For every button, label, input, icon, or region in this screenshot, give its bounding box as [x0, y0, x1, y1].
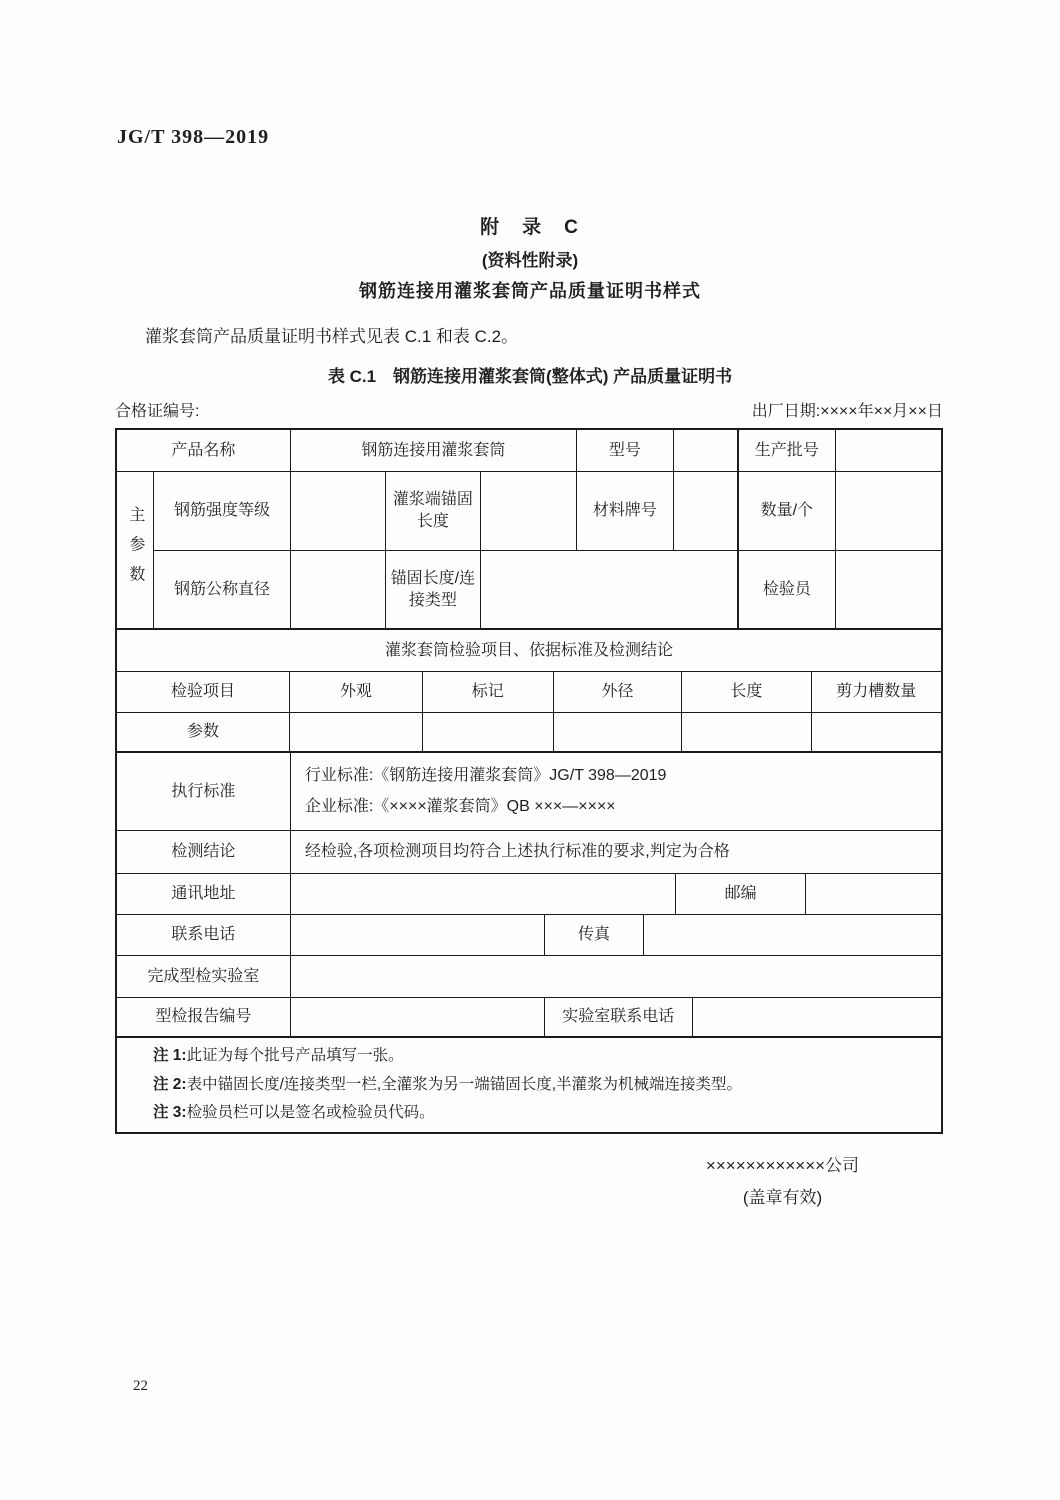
note-3-text: 检验员栏可以是签名或检验员代码。 [186, 1104, 435, 1122]
inspector-label: 检验员 [739, 551, 835, 628]
table-row [117, 874, 941, 915]
model-value-blank [674, 430, 739, 471]
param-blank-2 [423, 713, 554, 751]
phone-label: 联系电话 [117, 915, 291, 955]
appendix-heading: 钢筋连接用灌浆套筒产品质量证明书样式 [359, 281, 701, 301]
standard-code: JG/T 398—2019 [117, 126, 270, 148]
batch-value-blank [836, 430, 942, 471]
notes-cell [117, 1038, 941, 1132]
type-test-lab-blank [291, 956, 941, 997]
conclusion-value: 经检验,各项检测项目均符合上述执行标准的要求,判定为合格 [304, 843, 730, 861]
product-name-label: 产品名称 [117, 430, 291, 471]
batch-label: 生产批号 [739, 430, 835, 471]
company-name: ××××××××××××公司 [705, 1156, 860, 1175]
table-row [117, 672, 941, 713]
table-subrow [154, 472, 941, 551]
table-row [117, 1038, 941, 1132]
grout-anchor-blank [481, 472, 577, 550]
items-header-4: 长度 [682, 672, 811, 712]
param-blank-4 [682, 713, 811, 751]
table-subrow [154, 551, 941, 628]
items-header-3: 外径 [554, 672, 683, 712]
table-row [117, 472, 941, 630]
conclusion-label: 检测结论 [117, 831, 291, 873]
page-number: 22 [133, 1378, 148, 1394]
seal-note: (盖章有效) [742, 1188, 823, 1207]
main-params-label [117, 472, 154, 628]
quantity-label: 数量/个 [739, 472, 835, 550]
quantity-blank [836, 472, 941, 550]
note-2-text: 表中锚固长度/连接类型一栏,全灌浆为另一端锚固长度,半灌浆为机械端连接类型。 [186, 1075, 743, 1093]
address-label: 通讯地址 [117, 874, 291, 914]
factory-date-label: 出厂日期:××××年××月××日 [751, 403, 943, 420]
table-caption: 表 C.1 钢筋连接用灌浆套筒(整体式) 产品质量证明书 [327, 367, 733, 386]
material-grade-blank [674, 472, 739, 550]
items-header-2: 标记 [423, 672, 554, 712]
note-1-prefix: 注 1: [153, 1046, 187, 1064]
param-blank-1 [290, 713, 423, 751]
inspection-section-title: 灌浆套筒检验项目、依据标准及检测结论 [384, 641, 673, 659]
table-row [117, 915, 941, 956]
lab-phone-blank [693, 998, 941, 1036]
report-no-label: 型检报告编号 [117, 998, 291, 1036]
note-1 [153, 1046, 404, 1067]
postcode-label: 邮编 [676, 874, 805, 914]
certificate-table [115, 428, 943, 1134]
industry-standard-line: 行业标准:《钢筋连接用灌浆套筒》JG/T 398—2019 [304, 767, 667, 785]
table-row [117, 956, 941, 998]
table-row [117, 831, 941, 874]
appendix-subtitle: (资料性附录) [481, 251, 579, 270]
main-params-grid [154, 472, 941, 628]
main-params-vertical-text: 主参数 [126, 505, 144, 595]
anchor-type-blank [481, 551, 739, 628]
items-header-1: 外观 [290, 672, 423, 712]
strength-grade-blank [291, 472, 386, 550]
items-header-5: 剪力槽数量 [836, 683, 917, 701]
table-row [117, 630, 941, 672]
standard-value [291, 753, 941, 830]
appendix-title: 附 录 C [480, 217, 580, 238]
table-row [117, 430, 941, 472]
anchor-type-label: 锚固长度/连接类型 [386, 551, 482, 628]
type-test-lab-label: 完成型检实验室 [117, 956, 291, 997]
strength-grade-label: 钢筋强度等级 [154, 472, 291, 550]
lab-phone-label: 实验室联系电话 [545, 998, 693, 1036]
product-name-value: 钢筋连接用灌浆套筒 [291, 430, 577, 471]
table-row [117, 753, 941, 831]
items-header-0: 检验项目 [117, 672, 290, 712]
fax-label: 传真 [545, 915, 645, 955]
note-3 [153, 1103, 435, 1124]
nominal-diameter-label: 钢筋公称直径 [154, 551, 291, 628]
grout-anchor-label: 灌浆端锚固长度 [386, 472, 482, 550]
note-3-prefix: 注 3: [153, 1104, 187, 1122]
note-2 [153, 1075, 742, 1096]
material-grade-label: 材料牌号 [577, 472, 674, 550]
enterprise-standard-line: 企业标准:《××××灌浆套筒》QB ×××—×××× [304, 798, 616, 815]
phone-blank [291, 915, 545, 955]
params-label: 参数 [117, 713, 290, 751]
note-2-prefix: 注 2: [153, 1075, 187, 1093]
model-label: 型号 [577, 430, 674, 471]
intro-paragraph: 灌浆套筒产品质量证明书样式见表 C.1 和表 C.2。 [145, 327, 519, 346]
note-1-text: 此证为每个批号产品填写一张。 [186, 1046, 404, 1064]
table-row [117, 713, 941, 753]
fax-blank [644, 915, 941, 955]
signature-block [655, 1150, 910, 1214]
nominal-diameter-blank [291, 551, 386, 628]
postcode-blank [806, 874, 941, 914]
standard-label: 执行标准 [117, 753, 291, 830]
report-no-blank [291, 998, 545, 1036]
certificate-number-label: 合格证编号: [115, 403, 200, 420]
meta-line [115, 398, 943, 421]
address-blank [291, 874, 677, 914]
inspector-blank [836, 551, 941, 628]
table-row [117, 998, 941, 1038]
param-blank-3 [554, 713, 683, 751]
param-blank-5 [812, 713, 941, 751]
